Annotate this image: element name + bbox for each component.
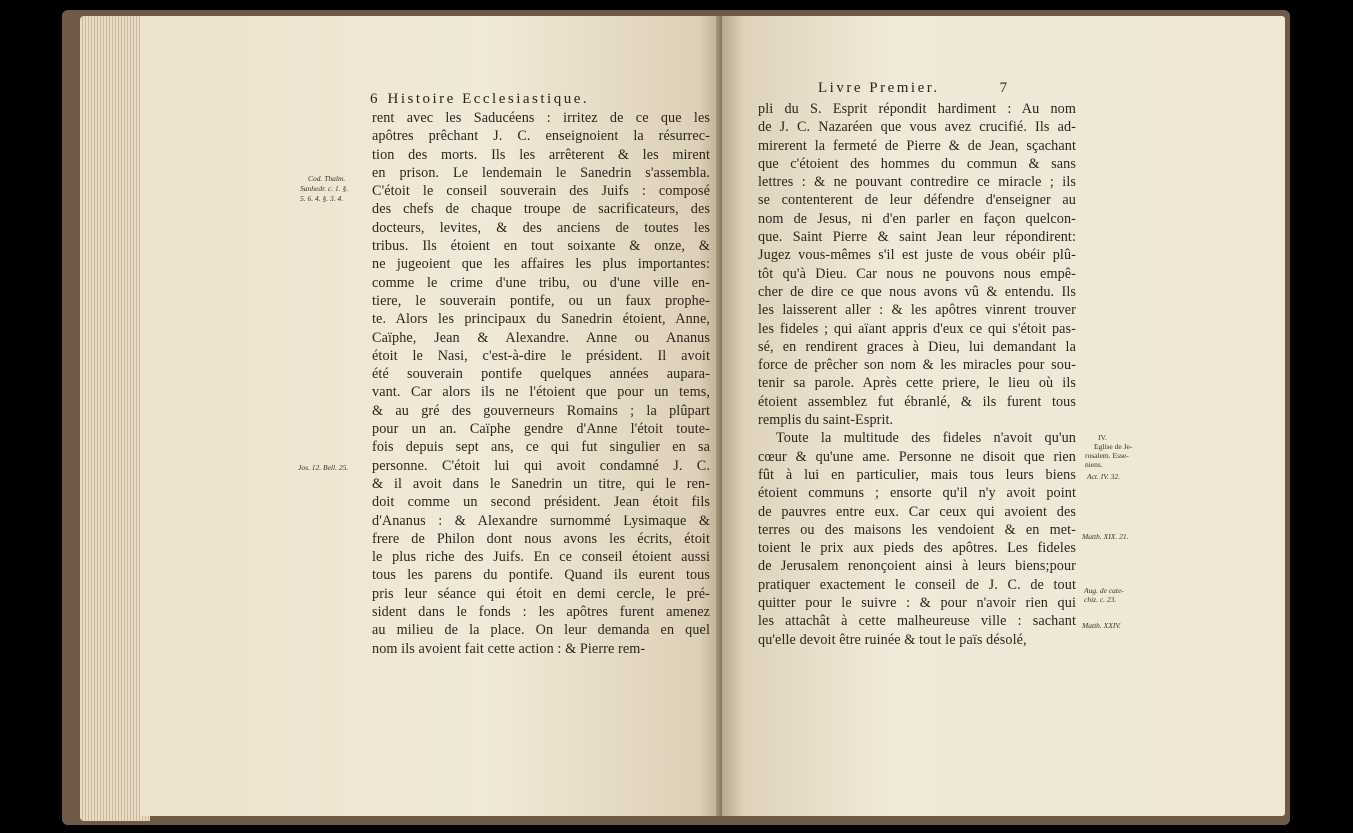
text-line: frere de Philon dont nous avons les écrits, étoit xyxy=(372,530,710,547)
text-line: tiere, le souverain pontife, ou un faux prophe- xyxy=(372,292,710,309)
text-line: fût à lui en particulier, mais tous leurs biens xyxy=(758,466,1076,483)
text-line: tion des morts. Ils les arrêterent & les mirent xyxy=(372,146,710,163)
text-line: vant. Car alors ils ne l'étoient que pour un tems, xyxy=(372,384,710,401)
margin-note: Sanhedr. c. 1. §. xyxy=(300,184,349,193)
text-line: rent avec les Saducéens : irritez de ce que les xyxy=(372,110,710,126)
page-number-right: 7 xyxy=(999,80,1008,96)
text-line: cœur & qu'une ame. Personne ne disoit que rien xyxy=(758,448,1076,465)
right-page xyxy=(722,16,1285,816)
margin-note: niens. xyxy=(1085,460,1103,469)
text-line: pour un an. Caïphe gendre d'Anne l'étoit toute- xyxy=(372,421,710,438)
text-line: te. Alors les principaux du Sanedrin étoient, Anne, xyxy=(372,311,710,328)
page-number-left: 6 xyxy=(370,91,378,107)
text-line: se contenterent de leur défendre d'enseigner au xyxy=(758,192,1076,209)
margin-note: Matth. XXIV. xyxy=(1082,621,1121,630)
text-line: de pauvres entre eux. Car ceux qui avoient des xyxy=(758,503,1076,520)
text-line: au milieu de la place. On leur demanda en quel xyxy=(372,622,710,639)
text-line: C'étoit le conseil souverain des Juifs : composé xyxy=(372,183,710,200)
left-running-head xyxy=(370,91,589,108)
right-text-block xyxy=(758,100,1076,649)
text-line: remplis du saint-Esprit. xyxy=(758,412,894,429)
margin-note: Cod. Thalm. xyxy=(308,174,346,183)
text-line: de J. C. Nazaréen que vous avez crucifié. Ils ad- xyxy=(758,119,1076,136)
text-line: nom de Jesus, ni d'en parler en façon quelcon- xyxy=(758,210,1076,227)
margin-note: IV. xyxy=(1098,433,1107,442)
text-line: & il avoit dans le Sanedrin un titre, qui le ren- xyxy=(372,475,710,492)
right-running-title: Livre Premier. xyxy=(818,80,940,96)
left-page xyxy=(140,16,722,816)
text-line: étoient assemblez fut ébranlé, & ils furent tous xyxy=(758,393,1076,410)
text-line: personne. C'étoit lui qui avoit condamné J. C. xyxy=(372,457,710,474)
margin-note: Eglise de Je- xyxy=(1094,442,1133,451)
text-line: tenir sa parole. Après cette priere, le lieu où ils xyxy=(758,375,1076,392)
text-line: tôt qu'à Dieu. Car nous ne pouvons nous empê- xyxy=(758,265,1076,282)
text-line: Caïphe, Jean & Alexandre. Anne ou Ananus xyxy=(372,329,710,346)
text-line: nom ils avoient fait cette action : & Pierre rem- xyxy=(372,640,646,657)
text-line: de Jerusalem renonçoient ainsi à leurs biens;pour xyxy=(758,558,1076,575)
text-line: pratiquer exactement le conseil de J. C. de tout xyxy=(758,576,1076,593)
text-line: apôtres prêchant J. C. enseignoient la résurrec- xyxy=(372,128,710,145)
margin-note: rusalem. Esse- xyxy=(1085,451,1129,460)
text-line: pris leur séance qui étoit en demi cercle, le pré- xyxy=(372,585,710,602)
text-line: sé, en rendirent graces à Dieu, lui demandant la xyxy=(758,338,1076,355)
text-line: & au gré des gouverneurs Romains ; la plûpart xyxy=(372,402,710,419)
text-line: comme le crime d'une tribu, ou d'une ville en- xyxy=(372,274,710,291)
text-line: fois depuis sept ans, ce qui fut singulier en sa xyxy=(372,439,710,456)
left-running-title: Histoire Ecclesiastique. xyxy=(387,91,590,107)
text-line: les fideles ; qui aïant appris d'eux ce qui s'étoit pas- xyxy=(758,320,1076,337)
margin-note: 5. 6. 4. §. 3. 4. xyxy=(300,194,344,203)
text-line: Jugez vous-mêmes s'il est juste de vous obéir plû- xyxy=(758,247,1076,264)
text-line: en prison. Le lendemain le Sanedrin s'assembla. xyxy=(372,164,710,181)
text-line: Toute la multitude des fideles n'avoit qu'un xyxy=(776,430,1076,447)
text-line: d'Ananus : & Alexandre surnommé Lysimaque & xyxy=(372,512,710,529)
margin-note: Jos. 12. Bell. 25. xyxy=(298,463,349,472)
text-line: le plus riche des Juifs. En ce conseil étoient aussi xyxy=(372,549,710,566)
text-line: des chefs de chaque troupe de sacrificateurs, des xyxy=(372,201,710,218)
text-line: étoient communs ; ensorte qu'il n'y avoit point xyxy=(758,485,1076,502)
margin-note: Aug. de cate- xyxy=(1084,586,1124,595)
text-line: mirerent la fermeté de Pierre & de Jean, sçachant xyxy=(758,137,1076,154)
text-line: les laisserent aller : & les apôtres vinrent trouver xyxy=(758,302,1076,319)
right-running-head xyxy=(818,80,1007,97)
margin-note: chiz. c. 23. xyxy=(1084,595,1117,604)
text-line: que. Saint Pierre & saint Jean leur répondirent: xyxy=(758,229,1076,246)
text-line: terres ou des maisons les vendoient & en met- xyxy=(758,521,1076,538)
text-line: tribus. Ils étoient en tout soixante & onze, & xyxy=(372,238,710,255)
text-line: qu'elle devoit être ruinée & tout le païs désolé, xyxy=(758,631,1027,648)
text-line: les attachât à cette malheureuse ville : sachant xyxy=(758,613,1076,630)
text-line: quitter pour le suivre : & pour n'avoir rien qui xyxy=(758,595,1076,612)
text-line: étoit le Nasi, c'est-à-dire le président. Il avoit xyxy=(372,347,710,364)
text-line: toient le prix aux pieds des apôtres. Les fideles xyxy=(758,540,1076,557)
text-line: que c'étoient des hommes du commun & sans xyxy=(758,155,1076,172)
left-text-block xyxy=(372,109,710,658)
text-line: pli du S. Esprit répondit hardiment : Au nom xyxy=(758,101,1076,117)
text-line: cher de dire ce que nous avons vû & entendu. Ils xyxy=(758,283,1076,300)
margin-note: Act. IV. 32. xyxy=(1087,472,1120,481)
text-line: lettres : & ne pouvant contredire ce miracle ; ils xyxy=(758,174,1076,191)
text-line: tous les parens du pontife. Quand ils eurent tous xyxy=(372,567,710,584)
text-line: force de prêcher son nom & les miracles pour sou- xyxy=(758,357,1076,374)
text-line: été souverain pontife quelques années aupara- xyxy=(372,366,710,383)
text-line: sident dans le fonds : les apôtres furent amenez xyxy=(372,604,710,621)
text-line: doit comme un second président. Jean étoit fils xyxy=(372,494,710,511)
text-line: ne jugeoient que les affaires les plus importantes: xyxy=(372,256,710,273)
text-line: docteurs, levites, & des anciens de toutes les xyxy=(372,219,710,236)
margin-note: Matth. XIX. 21. xyxy=(1082,532,1129,541)
